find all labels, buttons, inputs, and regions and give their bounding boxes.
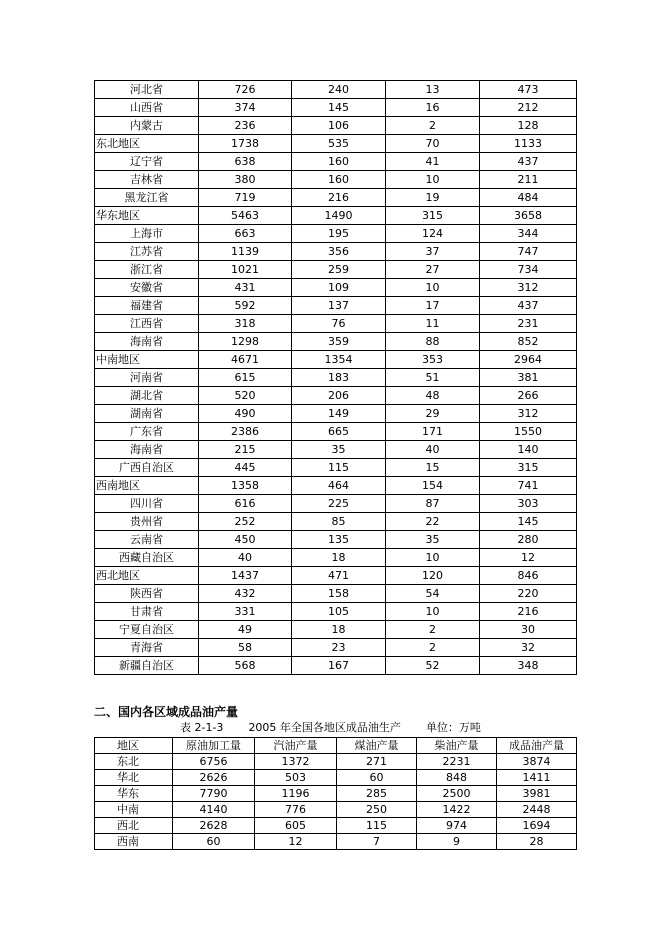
table-cell: 35 (292, 441, 386, 459)
table-cell: 17 (386, 297, 480, 315)
summary-cell: 60 (337, 770, 417, 786)
table-cell: 140 (480, 441, 577, 459)
summary-cell: 4140 (173, 802, 255, 818)
summary-header-cell: 地区 (95, 738, 173, 754)
table-cell: 30 (480, 621, 577, 639)
table-cell: 592 (199, 297, 292, 315)
summary-cell: 2448 (497, 802, 577, 818)
table-cell: 464 (292, 477, 386, 495)
province-row (95, 117, 577, 135)
summary-header-cell: 成品油产量 (497, 738, 577, 754)
table-cell: 40 (199, 549, 292, 567)
table-cell: 1490 (292, 207, 386, 225)
row-label: 安徽省 (95, 279, 199, 297)
summary-region-label: 东北 (95, 754, 173, 770)
summary-cell: 2626 (173, 770, 255, 786)
summary-region-label: 西北 (95, 818, 173, 834)
table-cell: 22 (386, 513, 480, 531)
province-row (95, 459, 577, 477)
table-cell: 380 (199, 171, 292, 189)
table-cell: 183 (292, 369, 386, 387)
table-cell: 490 (199, 405, 292, 423)
summary-cell: 7 (337, 834, 417, 850)
row-label: 广东省 (95, 423, 199, 441)
table-cell: 18 (292, 549, 386, 567)
table-cell: 1021 (199, 261, 292, 279)
table-cell: 149 (292, 405, 386, 423)
row-label: 河北省 (95, 81, 199, 99)
province-row (95, 441, 577, 459)
table-cell: 160 (292, 153, 386, 171)
table-cell: 331 (199, 603, 292, 621)
summary-cell: 12 (255, 834, 337, 850)
region-row (95, 477, 577, 495)
province-row (95, 513, 577, 531)
table-cell: 259 (292, 261, 386, 279)
table-cell: 741 (480, 477, 577, 495)
row-label: 四川省 (95, 495, 199, 513)
summary-cell: 503 (255, 770, 337, 786)
summary-cell: 3874 (497, 754, 577, 770)
summary-cell: 285 (337, 786, 417, 802)
table-cell: 145 (480, 513, 577, 531)
table-cell: 171 (386, 423, 480, 441)
province-row (95, 549, 577, 567)
summary-cell: 1694 (497, 818, 577, 834)
table-cell: 445 (199, 459, 292, 477)
table-cell: 1354 (292, 351, 386, 369)
table-cell: 484 (480, 189, 577, 207)
summary-cell: 6756 (173, 754, 255, 770)
row-label: 河南省 (95, 369, 199, 387)
table-cell: 124 (386, 225, 480, 243)
province-row (95, 81, 577, 99)
table-cell: 2386 (199, 423, 292, 441)
table-cell: 105 (292, 603, 386, 621)
row-label: 西南地区 (95, 477, 199, 495)
province-row (95, 189, 577, 207)
table-cell: 109 (292, 279, 386, 297)
province-row (95, 99, 577, 117)
table-cell: 87 (386, 495, 480, 513)
table-cell: 37 (386, 243, 480, 261)
table-cell: 1738 (199, 135, 292, 153)
table-cell: 35 (386, 531, 480, 549)
table-cell: 206 (292, 387, 386, 405)
table-cell: 220 (480, 585, 577, 603)
region-row (95, 207, 577, 225)
row-label: 贵州省 (95, 513, 199, 531)
table-cell: 2 (386, 117, 480, 135)
table-cell: 167 (292, 657, 386, 675)
table-cell: 665 (292, 423, 386, 441)
region-row (95, 351, 577, 369)
province-row (95, 603, 577, 621)
summary-cell: 3981 (497, 786, 577, 802)
table-cell: 437 (480, 153, 577, 171)
province-row (95, 423, 577, 441)
table-cell: 11 (386, 315, 480, 333)
table-cell: 120 (386, 567, 480, 585)
summary-region-label: 中南 (95, 802, 173, 818)
table-cell: 471 (292, 567, 386, 585)
row-label: 辽宁省 (95, 153, 199, 171)
table-cell: 353 (386, 351, 480, 369)
summary-header-row (95, 738, 577, 754)
summary-cell: 1372 (255, 754, 337, 770)
summary-cell: 776 (255, 802, 337, 818)
region-row (95, 135, 577, 153)
row-label: 新疆自治区 (95, 657, 199, 675)
table-cell: 1139 (199, 243, 292, 261)
table-cell: 10 (386, 549, 480, 567)
caption-title: 2005 年全国各地区成品油生产 (248, 721, 401, 734)
table-cell: 225 (292, 495, 386, 513)
province-row (95, 279, 577, 297)
table-cell: 252 (199, 513, 292, 531)
summary-cell: 271 (337, 754, 417, 770)
regional-summary-table (94, 737, 577, 850)
province-row (95, 261, 577, 279)
table-cell: 128 (480, 117, 577, 135)
table-cell: 726 (199, 81, 292, 99)
summary-row (95, 834, 577, 850)
table-cell: 18 (292, 621, 386, 639)
table-cell: 160 (292, 171, 386, 189)
table-cell: 154 (386, 477, 480, 495)
summary-row (95, 802, 577, 818)
table-cell: 10 (386, 171, 480, 189)
province-row (95, 225, 577, 243)
table-cell: 1133 (480, 135, 577, 153)
province-row (95, 315, 577, 333)
table-cell: 231 (480, 315, 577, 333)
row-label: 西藏自治区 (95, 549, 199, 567)
summary-cell: 2231 (417, 754, 497, 770)
table-cell: 32 (480, 639, 577, 657)
row-label: 湖北省 (95, 387, 199, 405)
table-cell: 40 (386, 441, 480, 459)
caption-unit: 单位：万吨 (425, 721, 481, 734)
table-cell: 1437 (199, 567, 292, 585)
row-label: 海南省 (95, 441, 199, 459)
table-cell: 520 (199, 387, 292, 405)
summary-cell: 9 (417, 834, 497, 850)
table-cell: 318 (199, 315, 292, 333)
summary-header-cell: 汽油产量 (255, 738, 337, 754)
summary-row (95, 754, 577, 770)
row-label: 江苏省 (95, 243, 199, 261)
table-cell: 27 (386, 261, 480, 279)
table-cell: 2964 (480, 351, 577, 369)
province-row (95, 405, 577, 423)
summary-header-cell: 柴油产量 (417, 738, 497, 754)
table-cell: 535 (292, 135, 386, 153)
table-cell: 344 (480, 225, 577, 243)
province-row (95, 621, 577, 639)
table-cell: 211 (480, 171, 577, 189)
table-cell: 215 (199, 441, 292, 459)
province-row (95, 333, 577, 351)
row-label: 黑龙江省 (95, 189, 199, 207)
table-cell: 568 (199, 657, 292, 675)
table-cell: 3658 (480, 207, 577, 225)
row-label: 中南地区 (95, 351, 199, 369)
province-row (95, 387, 577, 405)
summary-header-cell: 煤油产量 (337, 738, 417, 754)
summary-region-label: 华北 (95, 770, 173, 786)
table-cell: 663 (199, 225, 292, 243)
row-label: 福建省 (95, 297, 199, 315)
caption-table-number: 表 2-1-3 (180, 721, 224, 734)
table-cell: 41 (386, 153, 480, 171)
table-cell: 54 (386, 585, 480, 603)
summary-cell: 1196 (255, 786, 337, 802)
summary-cell: 115 (337, 818, 417, 834)
row-label: 内蒙古 (95, 117, 199, 135)
row-label: 甘肃省 (95, 603, 199, 621)
summary-cell: 605 (255, 818, 337, 834)
table-cell: 15 (386, 459, 480, 477)
table-cell: 51 (386, 369, 480, 387)
table-cell: 212 (480, 99, 577, 117)
table-cell: 359 (292, 333, 386, 351)
row-label: 上海市 (95, 225, 199, 243)
row-label: 陕西省 (95, 585, 199, 603)
table-cell: 615 (199, 369, 292, 387)
summary-cell: 2500 (417, 786, 497, 802)
summary-cell: 2628 (173, 818, 255, 834)
table-cell: 734 (480, 261, 577, 279)
province-row (95, 243, 577, 261)
table-cell: 1298 (199, 333, 292, 351)
table-cell: 280 (480, 531, 577, 549)
province-row (95, 657, 577, 675)
summary-cell: 974 (417, 818, 497, 834)
table-cell: 216 (480, 603, 577, 621)
table-cell: 58 (199, 639, 292, 657)
summary-row (95, 770, 577, 786)
table-cell: 381 (480, 369, 577, 387)
summary-cell: 28 (497, 834, 577, 850)
province-row (95, 531, 577, 549)
province-row (95, 153, 577, 171)
province-output-table-body (95, 81, 577, 675)
summary-row (95, 818, 577, 834)
table-cell: 616 (199, 495, 292, 513)
table-cell: 10 (386, 279, 480, 297)
table-cell: 85 (292, 513, 386, 531)
table-cell: 374 (199, 99, 292, 117)
table-cell: 315 (386, 207, 480, 225)
summary-cell: 1422 (417, 802, 497, 818)
summary-region-label: 西南 (95, 834, 173, 850)
row-label: 江西省 (95, 315, 199, 333)
table-cell: 240 (292, 81, 386, 99)
table-cell: 106 (292, 117, 386, 135)
summary-cell: 7790 (173, 786, 255, 802)
table-cell: 49 (199, 621, 292, 639)
table-cell: 719 (199, 189, 292, 207)
row-label: 西北地区 (95, 567, 199, 585)
row-label: 东北地区 (95, 135, 199, 153)
table-cell: 450 (199, 531, 292, 549)
province-row (95, 369, 577, 387)
table-cell: 29 (386, 405, 480, 423)
table-cell: 70 (386, 135, 480, 153)
table-cell: 312 (480, 279, 577, 297)
row-label: 青海省 (95, 639, 199, 657)
table-cell: 19 (386, 189, 480, 207)
summary-row (95, 786, 577, 802)
table-cell: 88 (386, 333, 480, 351)
table-cell: 236 (199, 117, 292, 135)
summary-cell: 60 (173, 834, 255, 850)
table-cell: 348 (480, 657, 577, 675)
row-label: 湖南省 (95, 405, 199, 423)
summary-cell: 250 (337, 802, 417, 818)
row-label: 广西自治区 (95, 459, 199, 477)
table-cell: 76 (292, 315, 386, 333)
table-caption (180, 721, 481, 735)
table-cell: 846 (480, 567, 577, 585)
province-row (95, 171, 577, 189)
table-cell: 266 (480, 387, 577, 405)
table-cell: 23 (292, 639, 386, 657)
table-cell: 115 (292, 459, 386, 477)
province-row (95, 495, 577, 513)
table-cell: 431 (199, 279, 292, 297)
row-label: 海南省 (95, 333, 199, 351)
row-label: 华东地区 (95, 207, 199, 225)
table-cell: 145 (292, 99, 386, 117)
table-cell: 195 (292, 225, 386, 243)
table-cell: 852 (480, 333, 577, 351)
table-cell: 747 (480, 243, 577, 261)
summary-cell: 1411 (497, 770, 577, 786)
table-cell: 137 (292, 297, 386, 315)
row-label: 云南省 (95, 531, 199, 549)
table-cell: 16 (386, 99, 480, 117)
table-cell: 4671 (199, 351, 292, 369)
table-cell: 473 (480, 81, 577, 99)
row-label: 山西省 (95, 99, 199, 117)
province-row (95, 639, 577, 657)
table-cell: 10 (386, 603, 480, 621)
table-cell: 303 (480, 495, 577, 513)
table-cell: 1550 (480, 423, 577, 441)
row-label: 吉林省 (95, 171, 199, 189)
summary-cell: 848 (417, 770, 497, 786)
table-cell: 1358 (199, 477, 292, 495)
table-cell: 2 (386, 639, 480, 657)
table-cell: 12 (480, 549, 577, 567)
table-cell: 638 (199, 153, 292, 171)
table-cell: 437 (480, 297, 577, 315)
table-cell: 356 (292, 243, 386, 261)
table-cell: 158 (292, 585, 386, 603)
province-output-table (94, 80, 577, 675)
table-cell: 315 (480, 459, 577, 477)
table-cell: 5463 (199, 207, 292, 225)
province-row (95, 585, 577, 603)
table-cell: 135 (292, 531, 386, 549)
table-cell: 13 (386, 81, 480, 99)
summary-header-cell: 原油加工量 (173, 738, 255, 754)
table-cell: 2 (386, 621, 480, 639)
regional-summary-table-body (95, 754, 577, 850)
region-row (95, 567, 577, 585)
table-cell: 432 (199, 585, 292, 603)
summary-region-label: 华东 (95, 786, 173, 802)
table-cell: 52 (386, 657, 480, 675)
section-heading: 二、国内各区域成品油产量 (94, 705, 239, 719)
row-label: 宁夏自治区 (95, 621, 199, 639)
table-cell: 48 (386, 387, 480, 405)
row-label: 浙江省 (95, 261, 199, 279)
table-cell: 216 (292, 189, 386, 207)
table-cell: 312 (480, 405, 577, 423)
province-row (95, 297, 577, 315)
